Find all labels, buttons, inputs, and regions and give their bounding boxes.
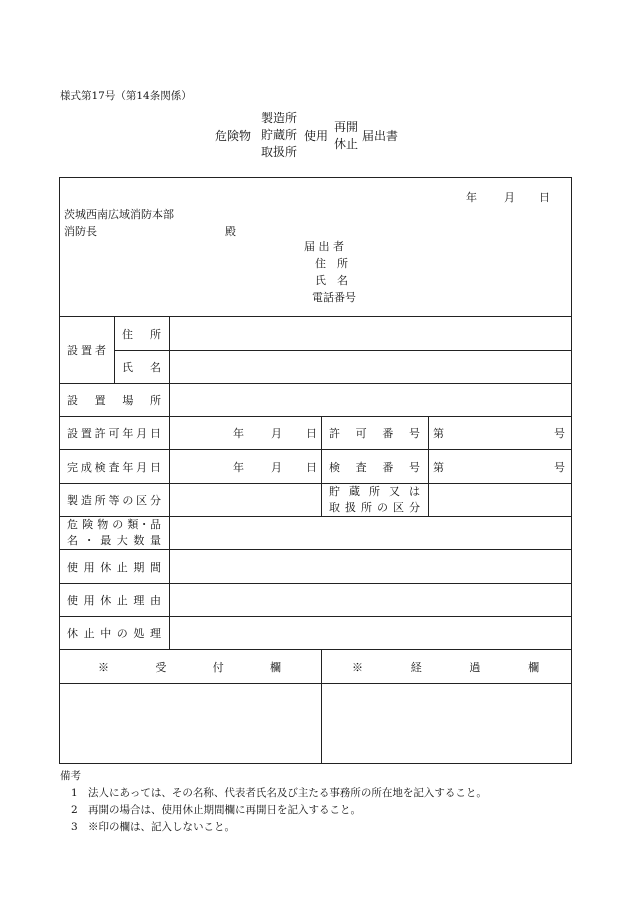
inspection-number-value[interactable]	[429, 450, 572, 484]
title-facility-3: 取扱所	[260, 145, 297, 159]
progress-char-1: 経	[410, 660, 444, 674]
inspection-number-go: 号	[554, 460, 565, 474]
suspension-period-label: 使用休止期間	[60, 550, 170, 584]
title-prefix: 危険物	[215, 129, 252, 143]
location-value[interactable]	[170, 384, 572, 417]
inspection-date-day: 日	[306, 460, 317, 474]
inspection-date-value[interactable]	[170, 450, 322, 484]
notifier-phone-label: 電話番号	[312, 291, 356, 304]
inspection-number-dai: 第	[433, 460, 444, 474]
title-action-2: 休止	[333, 137, 358, 151]
installer-name-value[interactable]	[170, 351, 572, 384]
permit-date-month: 月	[271, 427, 282, 440]
title-facility-stack	[255, 110, 303, 161]
progress-char-3: 欄	[528, 660, 540, 674]
notifier-name-label: 氏 名	[315, 274, 348, 287]
reception-char-3: 欄	[270, 660, 282, 674]
hazmat-line-1: 危 険 物 の 類・品	[67, 518, 161, 531]
reception-area[interactable]	[60, 684, 322, 764]
suspension-handling-label: 休止中の処理	[60, 617, 170, 650]
notes-section	[60, 768, 487, 836]
inspection-date-month: 月	[271, 460, 282, 474]
progress-column-header	[322, 650, 572, 684]
header-date-year: 年	[466, 191, 477, 204]
suspension-reason-label: 使用休止理由	[60, 584, 170, 617]
title-facility-2: 貯蔵所	[260, 128, 297, 142]
permit-number-label: 許可番号	[322, 417, 429, 450]
suspension-reason-value[interactable]	[170, 584, 572, 617]
permit-date-year: 年	[233, 427, 244, 440]
notifier-address-label: 住 所	[315, 257, 348, 270]
notification-form-table	[59, 177, 572, 764]
inspection-date-label: 完成検査年月日	[60, 450, 170, 484]
form-number: 様式第17号（第14条関係）	[60, 90, 192, 102]
hazmat-value[interactable]	[170, 517, 572, 550]
progress-mark: ※	[352, 660, 386, 674]
suspension-period-value[interactable]	[170, 550, 572, 584]
notes-heading: 備考	[60, 770, 81, 782]
inspection-number-label: 検査番号	[322, 450, 429, 484]
facility-class-label: 製造所等の区分	[60, 484, 170, 517]
notifier-label: 届 出 者	[304, 240, 344, 253]
permit-date-label: 設置許可年月日	[60, 417, 170, 450]
recipient-org: 茨城西南広域消防本部	[64, 208, 174, 221]
facility-class-value[interactable]	[170, 484, 322, 517]
installer-name-label: 氏 名	[115, 351, 170, 384]
note-item: 1 法人にあっては、その名称、代表者氏名及び主たる事務所の所在地を記入すること。	[71, 787, 487, 799]
header-section	[60, 178, 572, 317]
permit-number-dai: 第	[433, 427, 444, 440]
title-usage: 使用	[304, 129, 329, 143]
reception-char-2: 付	[212, 660, 246, 674]
note-item: 2 再開の場合は、使用休止期間欄に再開日を記入すること。	[71, 804, 361, 816]
title-suffix: 届出書	[362, 129, 399, 143]
permit-number-go: 号	[554, 427, 565, 440]
progress-area[interactable]	[322, 684, 572, 764]
inspection-date-year: 年	[233, 460, 244, 474]
storage-class-label	[322, 484, 429, 517]
location-label: 設置場所	[60, 384, 170, 417]
storage-class-value[interactable]	[429, 484, 572, 517]
reception-column-header	[60, 650, 322, 684]
header-date-day: 日	[539, 191, 550, 204]
title-action-stack	[330, 119, 362, 153]
hazmat-line-2: 名 ・ 最 大 数 量	[67, 534, 161, 547]
header-date-month: 月	[504, 191, 515, 204]
permit-number-value[interactable]	[429, 417, 572, 450]
permit-date-value[interactable]	[170, 417, 322, 450]
hazmat-label	[60, 517, 170, 550]
note-item: 3 ※印の欄は、記入しないこと。	[71, 821, 235, 833]
title-action-1: 再開	[333, 120, 358, 134]
recipient-title: 消防長	[64, 225, 97, 238]
installer-address-value[interactable]	[170, 317, 572, 351]
installer-label: 設置者	[60, 317, 115, 384]
progress-char-2: 過	[469, 660, 503, 674]
storage-class-line-1: 貯 蔵 所 又 は	[329, 485, 420, 498]
title-facility-1: 製造所	[260, 111, 297, 125]
suspension-handling-value[interactable]	[170, 617, 572, 650]
storage-class-line-2: 取 扱 所 の 区 分	[329, 501, 420, 514]
reception-char-1: 受	[155, 660, 188, 674]
reception-mark: ※	[98, 660, 131, 674]
honorific: 殿	[225, 225, 236, 238]
installer-address-label: 住 所	[115, 317, 170, 351]
permit-date-day: 日	[306, 427, 317, 440]
